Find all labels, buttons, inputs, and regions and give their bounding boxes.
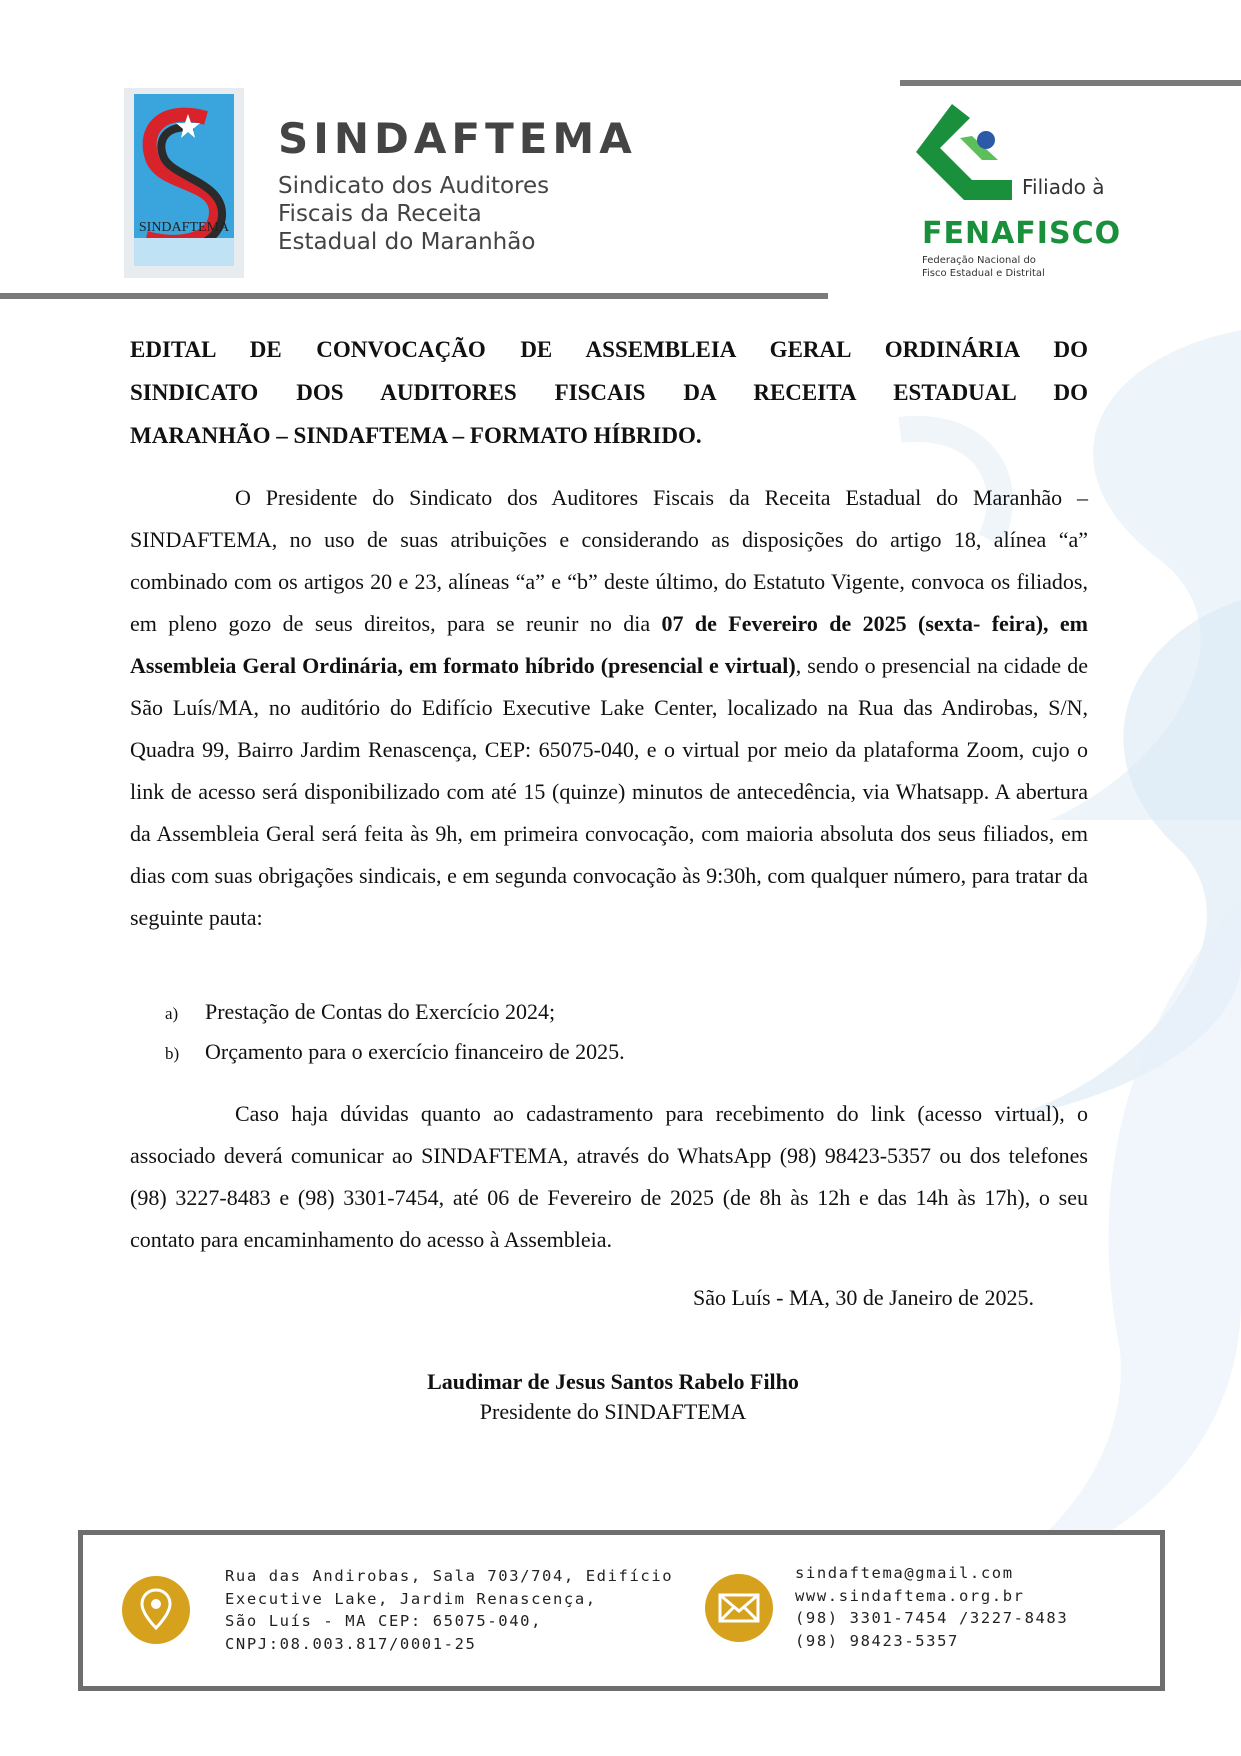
contact-paragraph xyxy=(130,1093,1088,1261)
title-line: SINDICATO DOS AUDITORES FISCAIS DA RECEITA ESTADUAL DO xyxy=(130,380,1088,405)
affiliate-name: FENAFISCO xyxy=(922,216,1122,251)
list-item xyxy=(165,1033,625,1073)
org-fullname-line: Sindicato dos Auditores xyxy=(278,173,550,199)
envelope-icon xyxy=(705,1574,773,1642)
phone-numbers: (98) 3301-7454 /3227-8483 xyxy=(795,1609,1069,1627)
affiliate-desc-line: Fisco Estadual e Distrital xyxy=(922,268,1045,279)
paragraph-text: O Presidente do Sindicato dos Auditores Fiscais da Receita Estadual do Maranhão – SINDAFTEMA, no uso de suas atribuições e considerando as disposições do artigo 18, alínea “a” combinado com os artigos 20 e 23, alíneas “a” e “b” deste último, do Estatuto Vigente, convoca os filiados, em pleno gozo de seus direitos, para se reunir no dia xyxy=(130,485,1088,636)
logo-caption: SINDAFTEMA xyxy=(138,220,230,235)
header-rule-right xyxy=(900,80,1241,86)
org-fullname-line: Fiscais da Receita xyxy=(278,201,482,227)
org-brand xyxy=(278,114,637,256)
signer-name: Laudimar de Jesus Santos Rabelo Filho xyxy=(427,1369,799,1394)
website-address: www.sindaftema.org.br xyxy=(795,1586,1025,1605)
agenda-list xyxy=(165,993,625,1073)
list-item xyxy=(165,993,625,1033)
list-marker: b) xyxy=(165,1044,180,1063)
paragraph-text: , sendo o presencial na cidade de São Luís/MA, no auditório do Edifício Executive Lake Center, localizado na Rua das Andirobas, S/N, Quadra 99, Bairro Jardim Renascença, CEP: 65075-040, e o virtual por meio da plataforma Zoom, cujo o link de acesso será disponibilizado com até 15 (quinze) minutos de antecedência, via Whatsapp. A abertura da Assembleia Geral será feita às 9h, em primeira convocação, com maioria absoluta dos seus filiados, em dias com suas obrigações sindicais, e em segunda convocação às 9:30h, com qualquer número, para tratar da seguinte pauta: xyxy=(130,653,1088,930)
list-item-text: Orçamento para o exercício financeiro de 2025. xyxy=(205,1039,625,1064)
sindaftema-emblem-icon xyxy=(124,88,244,278)
footer-contacts xyxy=(795,1562,1068,1652)
dateline: São Luís - MA, 30 de Janeiro de 2025. xyxy=(693,1285,1034,1310)
affiliate-desc-line: Federação Nacional do xyxy=(922,255,1036,266)
header-rule-left xyxy=(0,293,828,299)
meeting-date-emphasis: 07 de Fevereiro de 2025 (sexta- feira), em Assembleia Geral Ordinária, em formato híbrido (presencial e virtual) xyxy=(130,611,1088,678)
whatsapp-number: (98) 98423-5357 xyxy=(795,1631,959,1650)
org-name: SINDAFTEMA xyxy=(278,114,637,163)
org-fullname-line: Estadual do Maranhão xyxy=(278,229,536,255)
footer-address xyxy=(225,1565,673,1655)
address-line: CNPJ:08.003.817/0001-25 xyxy=(225,1634,477,1653)
document-title xyxy=(130,328,1088,457)
main-paragraph xyxy=(130,477,1088,939)
sindaftema-logo xyxy=(124,88,244,278)
list-marker: a) xyxy=(165,1004,179,1023)
address-line: São Luís - MA CEP: 65075-040, xyxy=(225,1612,543,1630)
affiliate-label: Filiado à xyxy=(1022,175,1105,199)
fenafisco-mark-icon xyxy=(912,96,1032,206)
title-line: EDITAL DE CONVOCAÇÃO DE ASSEMBLEIA GERAL ORDINÁRIA DO xyxy=(130,337,1088,362)
org-fullname xyxy=(278,172,637,256)
email-address: sindaftema@gmail.com xyxy=(795,1564,1014,1582)
affiliate-description xyxy=(922,254,1045,280)
list-item-text: Prestação de Contas do Exercício 2024; xyxy=(205,999,556,1024)
address-line: Executive Lake, Jardim Renascença, xyxy=(225,1589,597,1608)
title-line: MARANHÃO – SINDAFTEMA – FORMATO HÍBRIDO. xyxy=(130,423,702,448)
signer-role: Presidente do SINDAFTEMA xyxy=(479,1399,747,1424)
location-pin-icon xyxy=(122,1576,190,1644)
paragraph-text: Caso haja dúvidas quanto ao cadastramento para recebimento do link (acesso virtual), o associado deverá comunicar ao SINDAFTEMA, através do WhatsApp (98) 98423-5357 ou dos telefones (98) 3227-8483 e (98) 3301-7454, até 06 de Fevereiro de 2025 (de 8h às 12h e das 14h às 17h), o seu contato para encaminhamento do acesso à Assembleia. xyxy=(130,1101,1088,1252)
address-line: Rua das Andirobas, Sala 703/704, Edifício xyxy=(225,1567,674,1585)
